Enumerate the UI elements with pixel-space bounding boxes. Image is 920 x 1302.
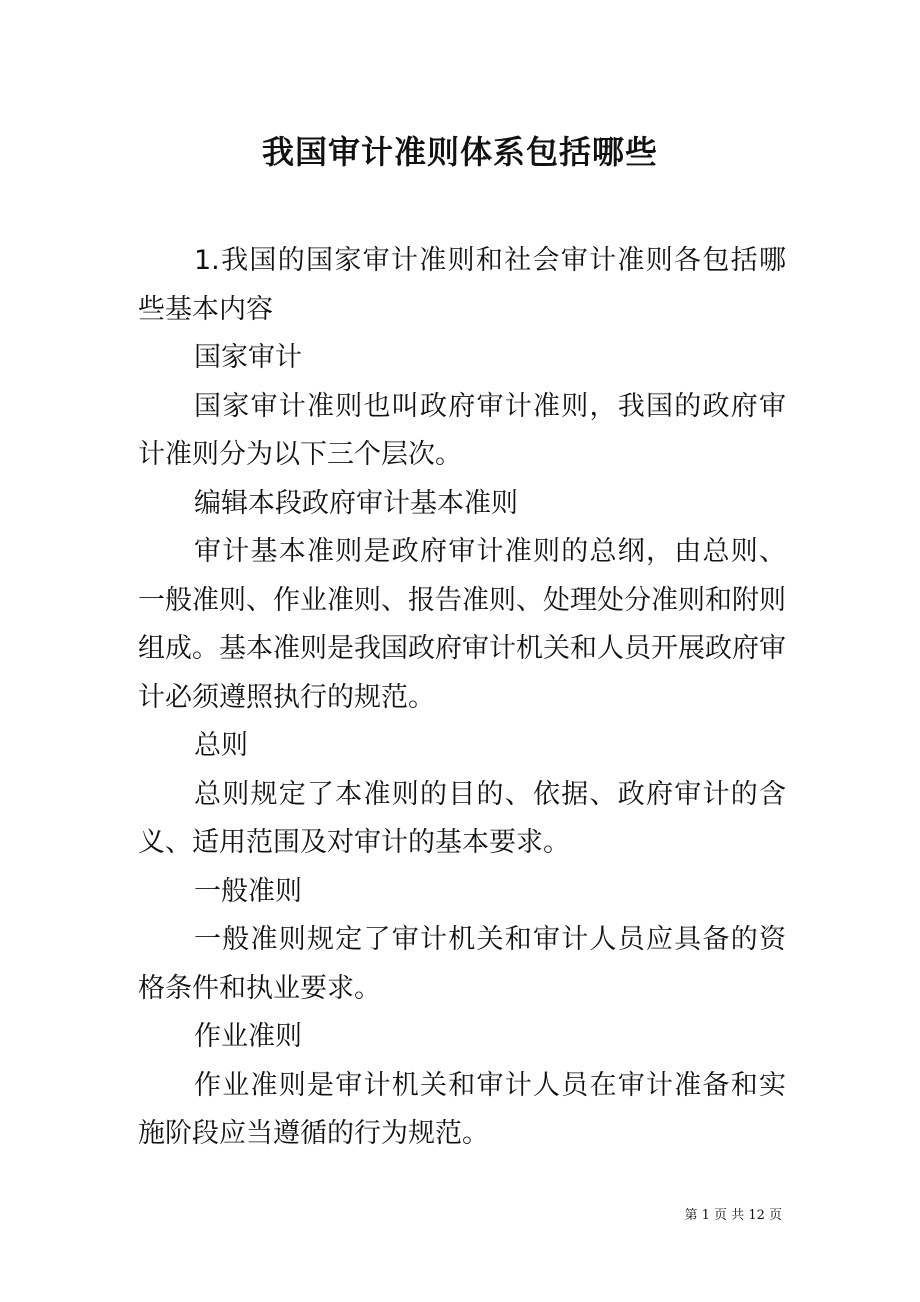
page-number-footer: 第 1 页 共 12 页 [684,1208,782,1223]
paragraph-10: 作业准则 [194,1021,302,1052]
paragraph-11: 作业准则是审计机关和审计人员在审计准备和实施阶段应当遵循的行为规范。 [138,1069,786,1149]
paragraph-1: 1.我国的国家审计准则和社会审计准则各包括哪些基本内容 [138,245,786,325]
paragraph-8: 一般准则 [194,875,302,907]
paragraph-5: 审计基本准则是政府审计准则的总纲，由总则、一般准则、作业准则、报告准则、处理处分准则和附则组成。基本准则是我国政府审计机关和人员开展政府审计必须遵照执行的规范。 [138,536,786,713]
document-body [138,237,786,1159]
paragraph-6: 总则 [194,730,248,761]
paragraph-7: 总则规定了本准则的目的、依据、政府审计的含义、适用范围及对审计的基本要求。 [138,778,786,858]
paragraph-2: 国家审计 [194,342,302,373]
paragraph-3: 国家审计准则也叫政府审计准则，我国的政府审计准则分为以下三个层次。 [138,390,786,470]
document-title: 我国审计准则体系包括哪些 [261,133,658,171]
paragraph-4: 编辑本段政府审计基本准则 [194,487,518,519]
paragraph-9: 一般准则规定了审计机关和审计人员应具备的资格条件和执业要求。 [138,924,786,1004]
